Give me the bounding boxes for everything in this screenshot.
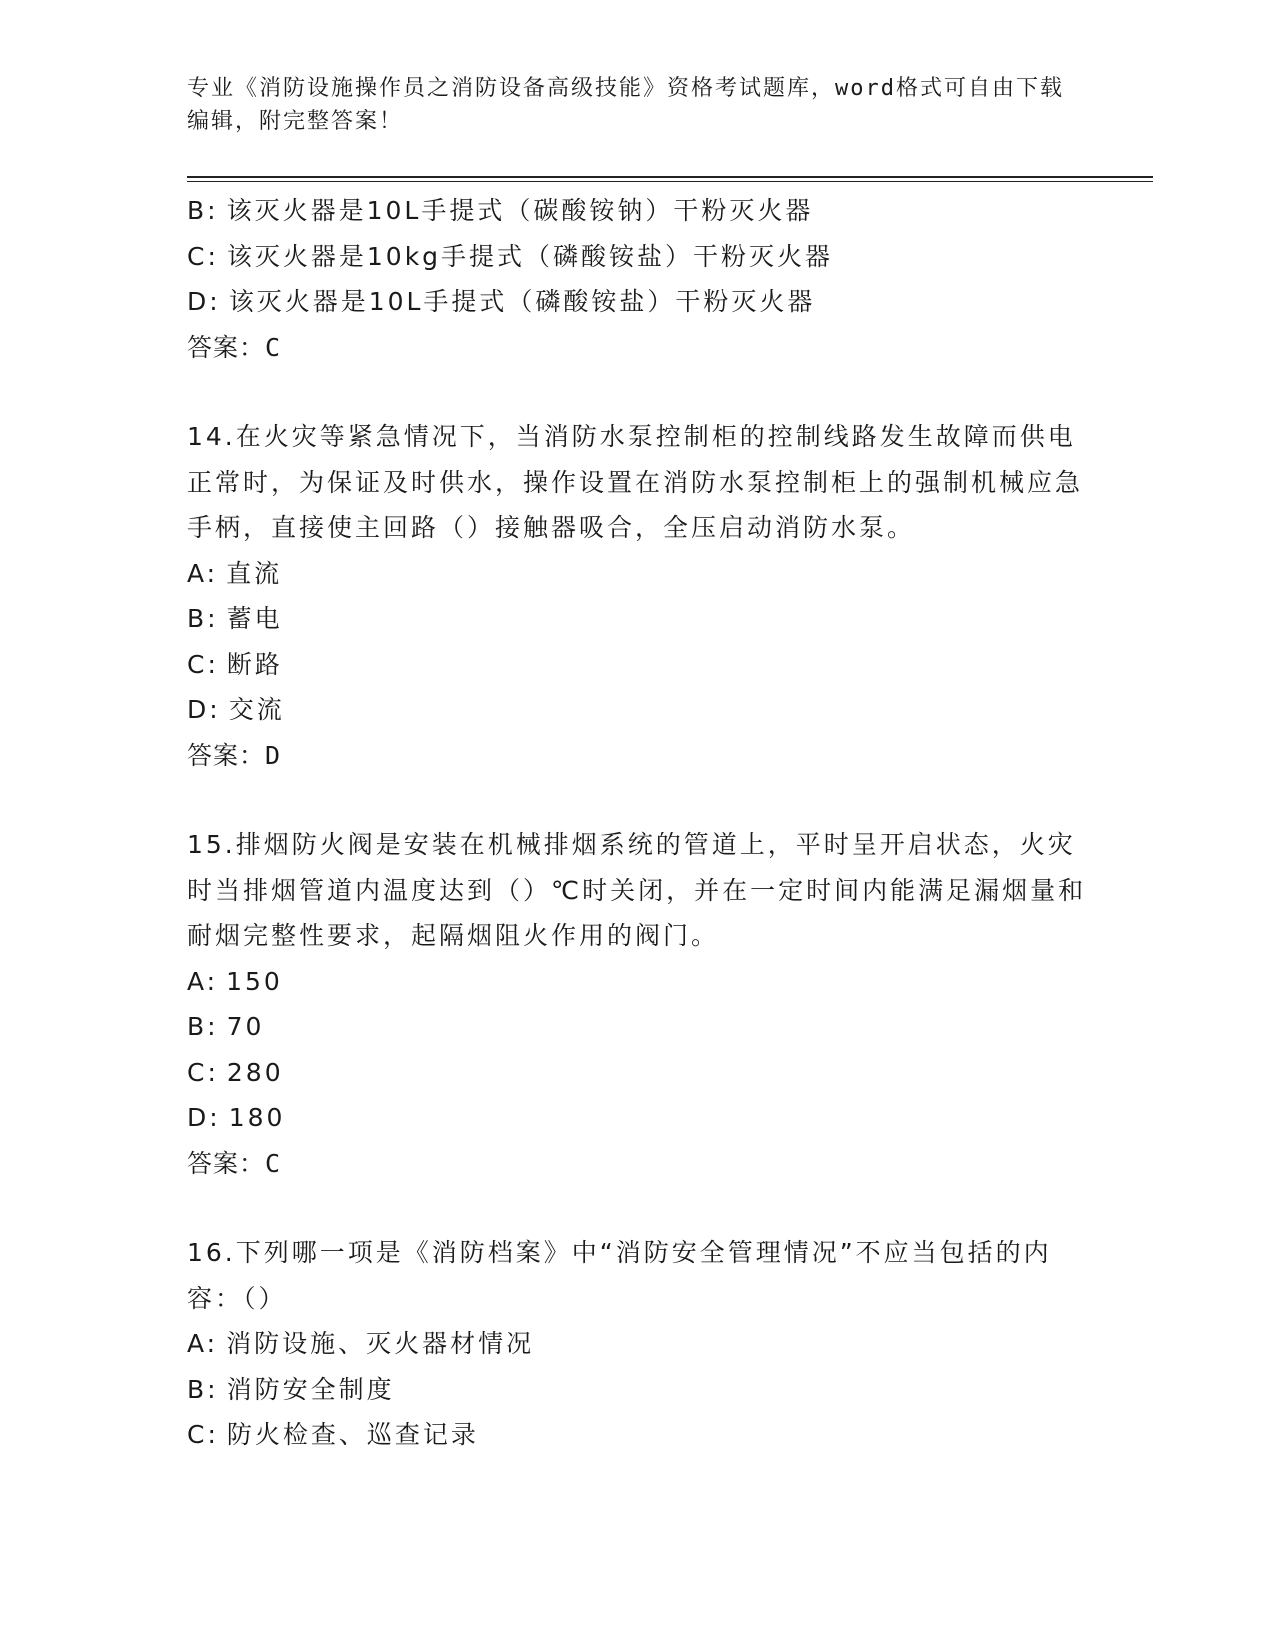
option-text: 150	[226, 966, 283, 996]
question-14	[187, 414, 1087, 778]
option-text: 该灭火器是10L手提式（碳酸铵钠）干粉灭火器	[226, 196, 814, 225]
question-gap	[187, 1186, 1087, 1230]
answer-line: 答案：C	[187, 1148, 282, 1178]
option-label: C:	[187, 1057, 219, 1087]
header-rule-thick	[187, 176, 1153, 178]
option-d	[187, 687, 1087, 733]
answer-line: 答案：D	[187, 740, 282, 770]
question-13-continued	[187, 188, 1087, 370]
option-text: 直流	[226, 558, 283, 588]
option-b	[187, 1367, 1087, 1413]
question-stem: 14.在火灾等紧急情况下，当消防水泵控制柜的控制线路发生故障而供电正常时，为保证及时供水，操作设置在消防水泵控制柜上的强制机械应急手柄，直接使主回路（）接触器吸合，全压启动消防水泵。	[187, 422, 1084, 542]
question-content	[187, 188, 1087, 1458]
option-label: A:	[187, 1329, 219, 1358]
option-label: D:	[187, 1103, 221, 1132]
option-label: D:	[187, 287, 221, 316]
option-a	[187, 551, 1087, 597]
option-label: C:	[187, 649, 219, 679]
option-label: C:	[187, 241, 219, 271]
option-a	[187, 1321, 1087, 1367]
option-text: 断路	[226, 649, 283, 679]
option-c	[187, 1412, 1087, 1458]
question-gap	[187, 370, 1087, 414]
option-label: B:	[187, 604, 219, 633]
option-label: B:	[187, 1012, 219, 1041]
option-label: A:	[187, 558, 219, 588]
option-c	[187, 1050, 1087, 1096]
option-b	[187, 1004, 1087, 1050]
option-a	[187, 959, 1087, 1005]
option-label: C:	[187, 1420, 219, 1449]
option-text: 交流	[228, 695, 285, 724]
option-text: 消防安全制度	[226, 1374, 395, 1404]
question-16	[187, 1230, 1087, 1458]
option-text: 消防设施、灭火器材情况	[226, 1329, 535, 1358]
option-c	[187, 642, 1087, 688]
option-text: 防火检查、巡查记录	[226, 1420, 479, 1449]
option-b	[187, 596, 1087, 642]
question-stem: 16.下列哪一项是《消防档案》中“消防安全管理情况”不应当包括的内容：（）	[187, 1238, 1052, 1313]
question-gap	[187, 778, 1087, 822]
question-15	[187, 822, 1087, 1186]
option-label: B:	[187, 196, 219, 225]
option-text: 该灭火器是10L手提式（磷酸铵盐）干粉灭火器	[228, 287, 816, 316]
option-label: A:	[187, 966, 219, 996]
option-text: 180	[228, 1103, 286, 1132]
option-text: 该灭火器是10kg手提式（磷酸铵盐）干粉灭火器	[226, 241, 834, 271]
option-b	[187, 188, 1087, 234]
option-label: B:	[187, 1374, 219, 1404]
question-stem: 15.排烟防火阀是安装在机械排烟系统的管道上，平时呈开启状态，火灾时当排烟管道内温度达到（）℃时关闭，并在一定时间内能满足漏烟量和耐烟完整性要求，起隔烟阻火作用的阀门。	[187, 830, 1087, 950]
answer-line: 答案：C	[187, 332, 282, 362]
option-text: 蓄电	[226, 604, 283, 633]
header-rule-thin	[187, 181, 1153, 182]
option-text: 280	[226, 1057, 284, 1087]
option-text: 70	[226, 1012, 265, 1041]
option-d	[187, 1095, 1087, 1141]
option-label: D:	[187, 695, 221, 724]
option-d	[187, 279, 1087, 325]
option-c	[187, 234, 1087, 280]
page-header: 专业《消防设施操作员之消防设备高级技能》资格考试题库，word格式可自由下载编辑，附完整答案！	[187, 76, 1064, 134]
